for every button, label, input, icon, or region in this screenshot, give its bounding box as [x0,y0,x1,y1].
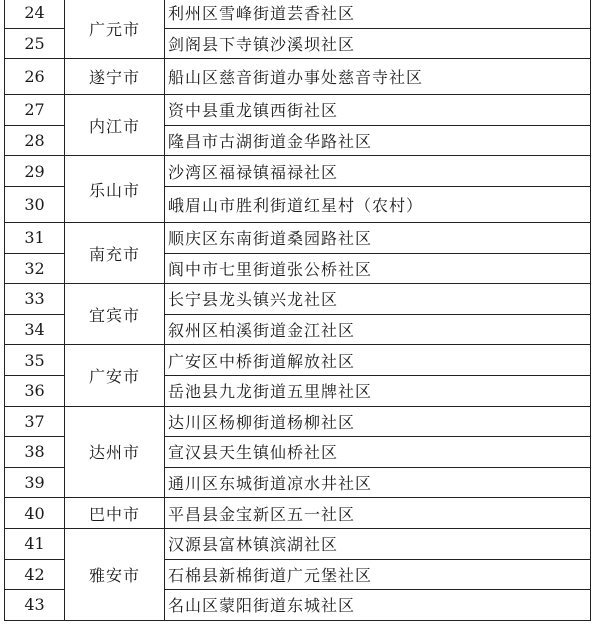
community-cell: 叙州区柏溪街道金江社区 [165,314,591,345]
row-number: 25 [5,28,65,59]
row-number: 24 [5,0,65,28]
row-number: 27 [5,95,65,126]
city-cell: 乐山市 [65,156,165,223]
row-number: 36 [5,375,65,406]
community-cell: 宣汉县天生镇仙桥社区 [165,437,591,468]
table-row [5,95,591,126]
row-number: 32 [5,253,65,284]
table-row [5,406,591,437]
row-number: 37 [5,406,65,437]
row-number: 26 [5,59,65,95]
community-cell: 广安区中桥街道解放社区 [165,345,591,376]
community-cell: 通川区东城街道凉水井社区 [165,467,591,498]
community-cell: 阆中市七里街道张公桥社区 [165,253,591,284]
community-cell: 名山区蒙阳街道东城社区 [165,590,591,621]
community-cell: 利州区雪峰街道芸香社区 [165,0,591,28]
city-cell: 达州市 [65,406,165,498]
community-cell: 平昌县金宝新区五一社区 [165,498,591,529]
row-number: 28 [5,125,65,156]
row-number: 42 [5,559,65,590]
community-cell: 峨眉山市胜利街道红星村（农村） [165,186,591,222]
row-number: 40 [5,498,65,529]
table-row [5,59,591,95]
city-cell: 内江市 [65,95,165,156]
table-row [5,284,591,315]
row-number: 29 [5,156,65,187]
community-cell: 沙湾区福禄镇福禄社区 [165,156,591,187]
community-cell: 顺庆区东南街道桑园路社区 [165,222,591,253]
community-cell: 汉源县富林镇滨湖社区 [165,528,591,559]
community-cell: 岳池县九龙街道五里牌社区 [165,375,591,406]
row-number: 30 [5,186,65,222]
row-number: 39 [5,467,65,498]
table-row [5,345,591,376]
row-number: 35 [5,345,65,376]
row-number: 31 [5,222,65,253]
city-cell: 南充市 [65,222,165,283]
table-row [5,156,591,187]
table-row [5,498,591,529]
community-table [4,0,591,621]
community-cell: 隆昌市古湖街道金华路社区 [165,125,591,156]
city-cell: 广安市 [65,345,165,406]
community-cell: 达川区杨柳街道杨柳社区 [165,406,591,437]
city-cell: 雅安市 [65,528,165,620]
community-cell: 石棉县新棉街道广元堡社区 [165,559,591,590]
row-number: 38 [5,437,65,468]
table-row [5,528,591,559]
city-cell: 遂宁市 [65,59,165,95]
city-cell: 巴中市 [65,498,165,529]
row-number: 34 [5,314,65,345]
community-cell: 长宁县龙头镇兴龙社区 [165,284,591,315]
city-cell: 广元市 [65,0,165,59]
community-cell: 船山区慈音街道办事处慈音寺社区 [165,59,591,95]
row-number: 33 [5,284,65,315]
row-number: 41 [5,528,65,559]
row-number: 43 [5,590,65,621]
city-cell: 宜宾市 [65,284,165,345]
table-row [5,222,591,253]
table-row [5,0,591,28]
community-cell: 剑阁县下寺镇沙溪坝社区 [165,28,591,59]
community-cell: 资中县重龙镇西街社区 [165,95,591,126]
table-body [5,0,591,620]
